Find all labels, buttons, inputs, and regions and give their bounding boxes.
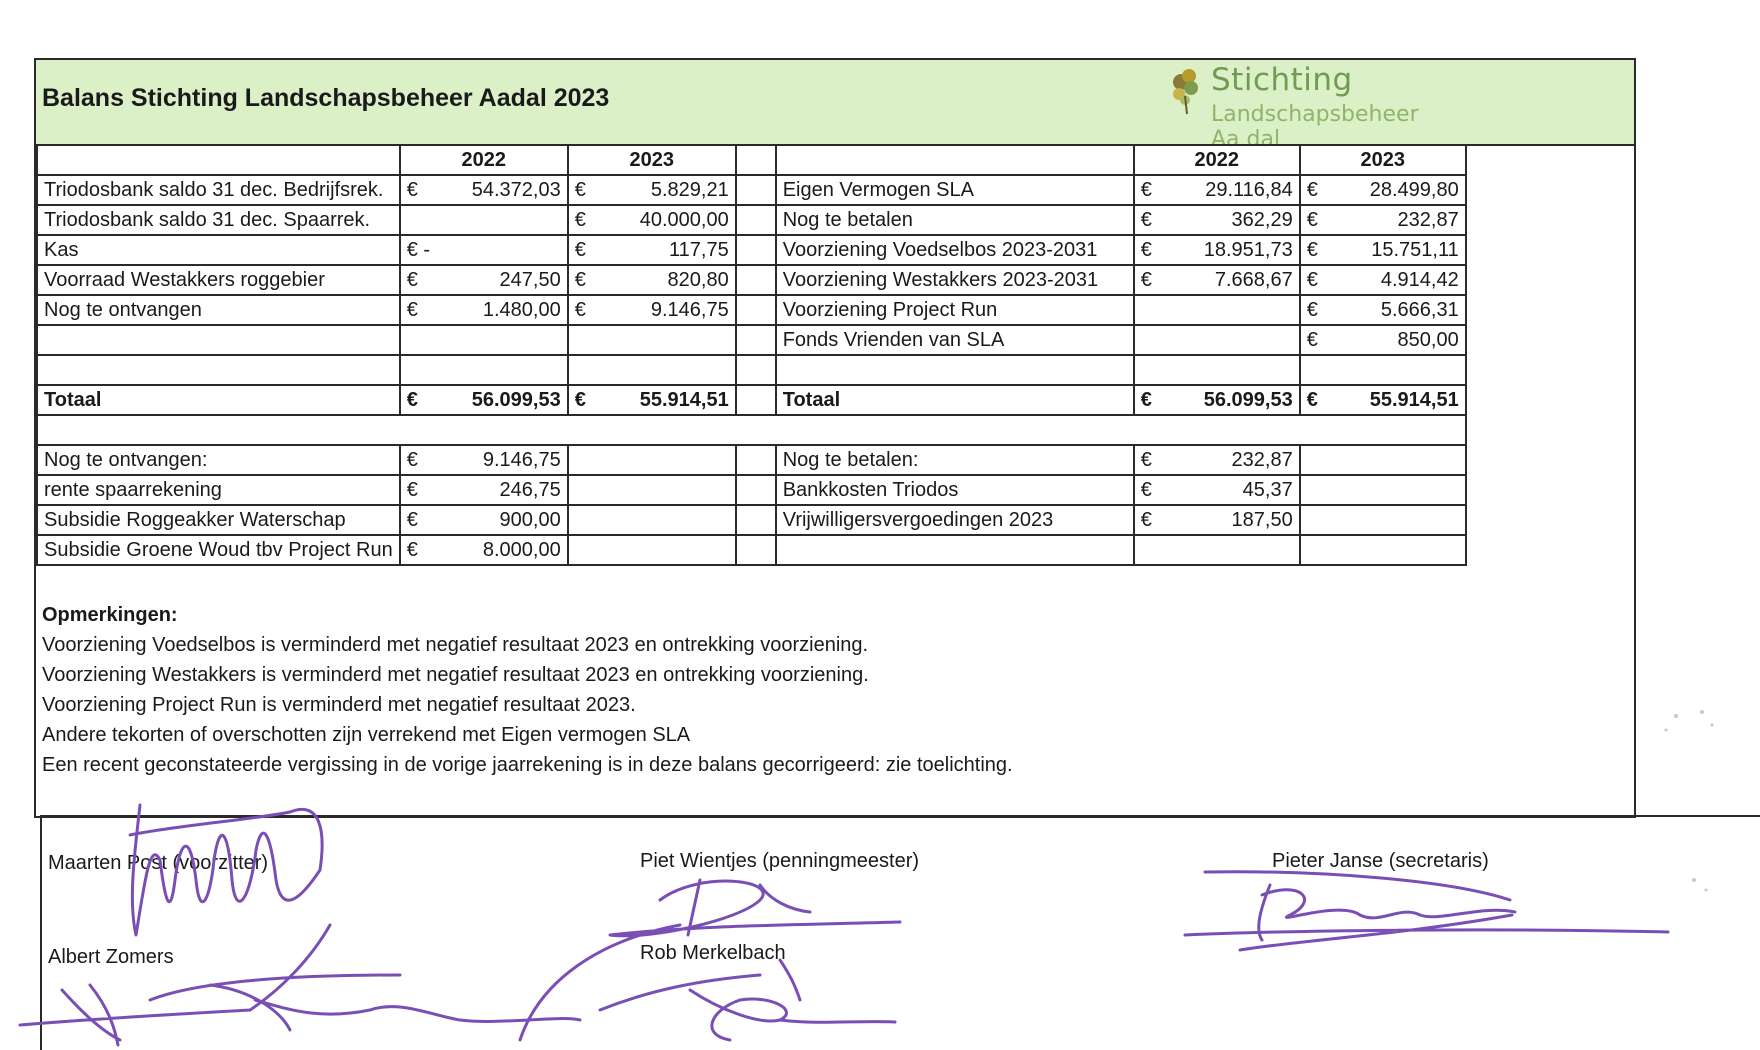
signature-divider	[40, 815, 1760, 817]
payable-amount: € 187,50	[1134, 505, 1300, 535]
liability-2022: € 7.668,67	[1134, 265, 1300, 295]
remark-line: Voorziening Project Run is verminderd met negatief resultaat 2023.	[42, 694, 636, 716]
asset-label: Voorraad Westakkers roggebier	[37, 265, 400, 295]
balance-table	[36, 144, 1467, 566]
signer-member1: Albert Zomers	[48, 946, 174, 968]
liability-label: Voorziening Westakkers 2023-2031	[776, 265, 1134, 295]
empty-cell	[568, 445, 736, 475]
balance-row	[37, 325, 1466, 355]
organization-logo	[1123, 62, 1453, 152]
header-bar	[36, 60, 1634, 152]
remark-line: Voorziening Westakkers is verminderd met negatief resultaat 2023 en ontrekking voorziening.	[42, 664, 869, 686]
liability-2023: € 5.666,31	[1300, 295, 1466, 325]
asset-2022: € 247,50	[400, 265, 568, 295]
spacer-cell	[736, 295, 776, 325]
logo-text-stichting: Stichting	[1211, 62, 1353, 98]
spacer-cell	[736, 505, 776, 535]
asset-2022: € 54.372,03	[400, 175, 568, 205]
empty-cell	[37, 325, 400, 355]
asset-2022: € 1.480,00	[400, 295, 568, 325]
empty-cell	[568, 505, 736, 535]
spacer-cell	[736, 535, 776, 565]
empty-cell	[1300, 475, 1466, 505]
signer-treasurer: Piet Wientjes (penningmeester)	[640, 850, 920, 872]
asset-2022: € -	[400, 235, 568, 265]
detail-row	[37, 475, 1466, 505]
liability-2022	[1134, 325, 1300, 355]
receivable-amount: € 8.000,00	[400, 535, 568, 565]
empty-cell	[568, 325, 736, 355]
total-label-right: Totaal	[776, 385, 1134, 415]
payable-label: Bankkosten Triodos	[776, 475, 1134, 505]
signer-chair: Maarten Post (voorzitter)	[48, 852, 269, 874]
remarks-title: Opmerkingen:	[42, 604, 178, 626]
payable-amount	[1134, 535, 1300, 565]
balance-row	[37, 205, 1466, 235]
payable-amount: € 232,87	[1134, 445, 1300, 475]
year-2022-left: 2022	[400, 145, 568, 175]
empty-cell	[1300, 505, 1466, 535]
liability-2023: € 232,87	[1300, 205, 1466, 235]
asset-2023: € 9.146,75	[568, 295, 736, 325]
asset-label: Triodosbank saldo 31 dec. Bedrijfsrek.	[37, 175, 400, 205]
remark-line: Andere tekorten of overschotten zijn verrekend met Eigen vermogen SLA	[42, 724, 691, 746]
tree-icon	[1163, 66, 1209, 116]
signer-member2: Rob Merkelbach	[640, 942, 786, 964]
spacer-cell	[736, 445, 776, 475]
asset-2022	[400, 205, 568, 235]
year-2023-right: 2023	[1300, 145, 1466, 175]
balance-row	[37, 265, 1466, 295]
spacer-cell	[736, 475, 776, 505]
balance-row	[37, 175, 1466, 205]
receivable-label: rente spaarrekening	[37, 475, 400, 505]
year-2023-left: 2023	[568, 145, 736, 175]
empty-cell	[400, 325, 568, 355]
spacer-cell	[736, 325, 776, 355]
payable-label: Nog te betalen:	[776, 445, 1134, 475]
remarks-section	[42, 600, 1013, 780]
receivable-amount: € 9.146,75	[400, 445, 568, 475]
liability-label: Nog te betalen	[776, 205, 1134, 235]
asset-2023: € 117,75	[568, 235, 736, 265]
liability-2023: € 4.914,42	[1300, 265, 1466, 295]
total-2023-right: € 55.914,51	[1300, 385, 1466, 415]
year-2022-right: 2022	[1134, 145, 1300, 175]
balance-row	[37, 295, 1466, 325]
total-2022-left: € 56.099,53	[400, 385, 568, 415]
liability-label: Eigen Vermogen SLA	[776, 175, 1134, 205]
signer-secretary: Pieter Janse (secretaris)	[1272, 850, 1489, 872]
receivable-label: Subsidie Roggeakker Waterschap	[37, 505, 400, 535]
balance-sheet	[34, 58, 1636, 818]
liability-label: Voorziening Voedselbos 2023-2031	[776, 235, 1134, 265]
empty-cell	[1300, 445, 1466, 475]
total-label-left: Totaal	[37, 385, 400, 415]
liability-2023: € 15.751,11	[1300, 235, 1466, 265]
receivable-label: Nog te ontvangen:	[37, 445, 400, 475]
detail-row	[37, 535, 1466, 565]
remark-line: Een recent geconstateerde vergissing in de vorige jaarrekening is in deze balans gecorrigeerd: zie toelichting.	[42, 754, 1013, 776]
payable-label: Vrijwilligersvergoedingen 2023	[776, 505, 1134, 535]
payable-amount: € 45,37	[1134, 475, 1300, 505]
balance-row	[37, 235, 1466, 265]
liability-label: Fonds Vrienden van SLA	[776, 325, 1134, 355]
asset-label: Kas	[37, 235, 400, 265]
liability-label: Voorziening Project Run	[776, 295, 1134, 325]
year-header-row	[37, 145, 1466, 175]
asset-2023: € 820,80	[568, 265, 736, 295]
detail-row	[37, 445, 1466, 475]
liability-2022: € 29.116,84	[1134, 175, 1300, 205]
empty-cell	[568, 475, 736, 505]
asset-2023: € 40.000,00	[568, 205, 736, 235]
liability-2023: € 850,00	[1300, 325, 1466, 355]
spacer-cell	[736, 235, 776, 265]
asset-label: Triodosbank saldo 31 dec. Spaarrek.	[37, 205, 400, 235]
logo-text-name: Landschapsbeheer Aa dal	[1211, 102, 1419, 152]
asset-2023: € 5.829,21	[568, 175, 736, 205]
spacer-cell	[736, 175, 776, 205]
receivable-label: Subsidie Groene Woud tbv Project Run	[37, 535, 400, 565]
detail-row	[37, 505, 1466, 535]
spacer-cell	[736, 205, 776, 235]
receivable-amount: € 246,75	[400, 475, 568, 505]
liability-2022: € 362,29	[1134, 205, 1300, 235]
total-2023-left: € 55.914,51	[568, 385, 736, 415]
remark-line: Voorziening Voedselbos is verminderd met negatief resultaat 2023 en ontrekking voorziening.	[42, 634, 869, 656]
spacer-cell	[736, 265, 776, 295]
payable-label	[776, 535, 1134, 565]
liability-2022: € 18.951,73	[1134, 235, 1300, 265]
total-row	[37, 385, 1466, 415]
total-2022-right: € 56.099,53	[1134, 385, 1300, 415]
empty-cell	[568, 535, 736, 565]
page-title: Balans Stichting Landschapsbeheer Aadal 2023	[42, 84, 610, 112]
asset-label: Nog te ontvangen	[37, 295, 400, 325]
receivable-amount: € 900,00	[400, 505, 568, 535]
liability-2023: € 28.499,80	[1300, 175, 1466, 205]
liability-2022	[1134, 295, 1300, 325]
empty-cell	[1300, 535, 1466, 565]
